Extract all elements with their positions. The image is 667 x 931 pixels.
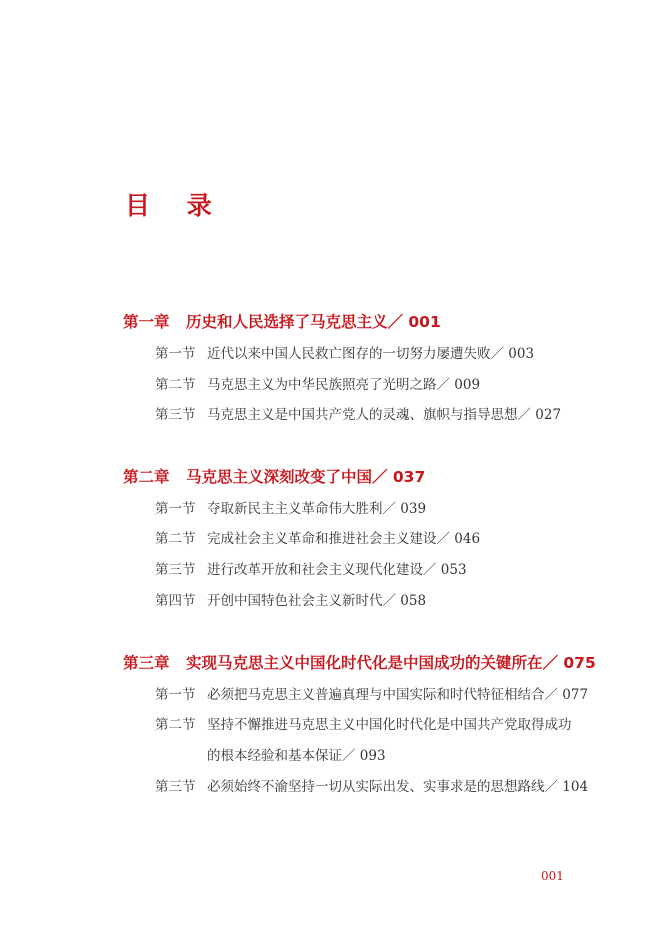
section-title: 必须把马克思主义普遍真理与中国实际和时代特征相结合／ 077 — [207, 687, 589, 703]
section-label: 第三节 — [155, 407, 196, 423]
section-label: 第三节 — [155, 562, 196, 578]
chapter-2-heading[interactable] — [123, 465, 425, 487]
section-label: 第一节 — [155, 687, 196, 703]
toc-entry[interactable] — [155, 589, 426, 609]
toc-entry[interactable] — [155, 373, 480, 393]
toc-entry[interactable] — [155, 403, 561, 423]
section-title: 近代以来中国人民救亡图存的一切努力屡遭失败／ 003 — [207, 346, 535, 362]
section-label: 第二节 — [155, 531, 196, 547]
chapter-label: 第三章 — [123, 654, 170, 672]
toc-entry[interactable] — [155, 683, 588, 703]
section-title: 完成社会主义革命和推进社会主义建设／ 046 — [207, 531, 481, 547]
section-title: 必须始终不渝坚持一切从实际出发、实事求是的思想路线／ 104 — [207, 779, 589, 795]
toc-entry[interactable] — [155, 342, 534, 362]
toc-entry[interactable] — [155, 527, 480, 547]
toc-entry[interactable] — [155, 558, 467, 578]
toc-entry[interactable] — [155, 713, 572, 733]
page-title: 目 录 — [125, 191, 226, 220]
chapter-label: 第二章 — [123, 468, 170, 486]
chapter-label: 第一章 — [123, 313, 170, 331]
toc-entry[interactable] — [155, 775, 588, 795]
section-label: 第一节 — [155, 501, 196, 517]
page-number: 001 — [541, 869, 564, 883]
section-label: 第二节 — [155, 717, 196, 733]
section-label: 第四节 — [155, 593, 196, 609]
section-label: 第三节 — [155, 779, 196, 795]
chapter-title: 实现马克思主义中国化时代化是中国成功的关键所在／ 075 — [186, 654, 596, 672]
section-title: 进行改革开放和社会主义现代化建设／ 053 — [207, 562, 467, 578]
chapter-1-heading[interactable] — [123, 310, 441, 332]
section-title: 开创中国特色社会主义新时代／ 058 — [207, 593, 427, 609]
section-label: 第二节 — [155, 377, 196, 393]
section-title: 夺取新民主主义革命伟大胜利／ 039 — [207, 501, 427, 517]
chapter-3-heading[interactable] — [123, 651, 596, 673]
section-title: 坚持不懈推进马克思主义中国化时代化是中国共产党取得成功 — [207, 717, 572, 733]
section-title: 马克思主义为中华民族照亮了光明之路／ 009 — [207, 377, 481, 393]
section-title: 马克思主义是中国共产党人的灵魂、旗帜与指导思想／ 027 — [207, 407, 562, 423]
toc-entry[interactable] — [155, 497, 426, 517]
chapter-title: 历史和人民选择了马克思主义／ 001 — [186, 313, 441, 331]
chapter-title: 马克思主义深刻改变了中国／ 037 — [186, 468, 426, 486]
section-label: 第一节 — [155, 346, 196, 362]
section-title-continuation[interactable]: 的根本经验和基本保证／ 093 — [207, 748, 386, 764]
